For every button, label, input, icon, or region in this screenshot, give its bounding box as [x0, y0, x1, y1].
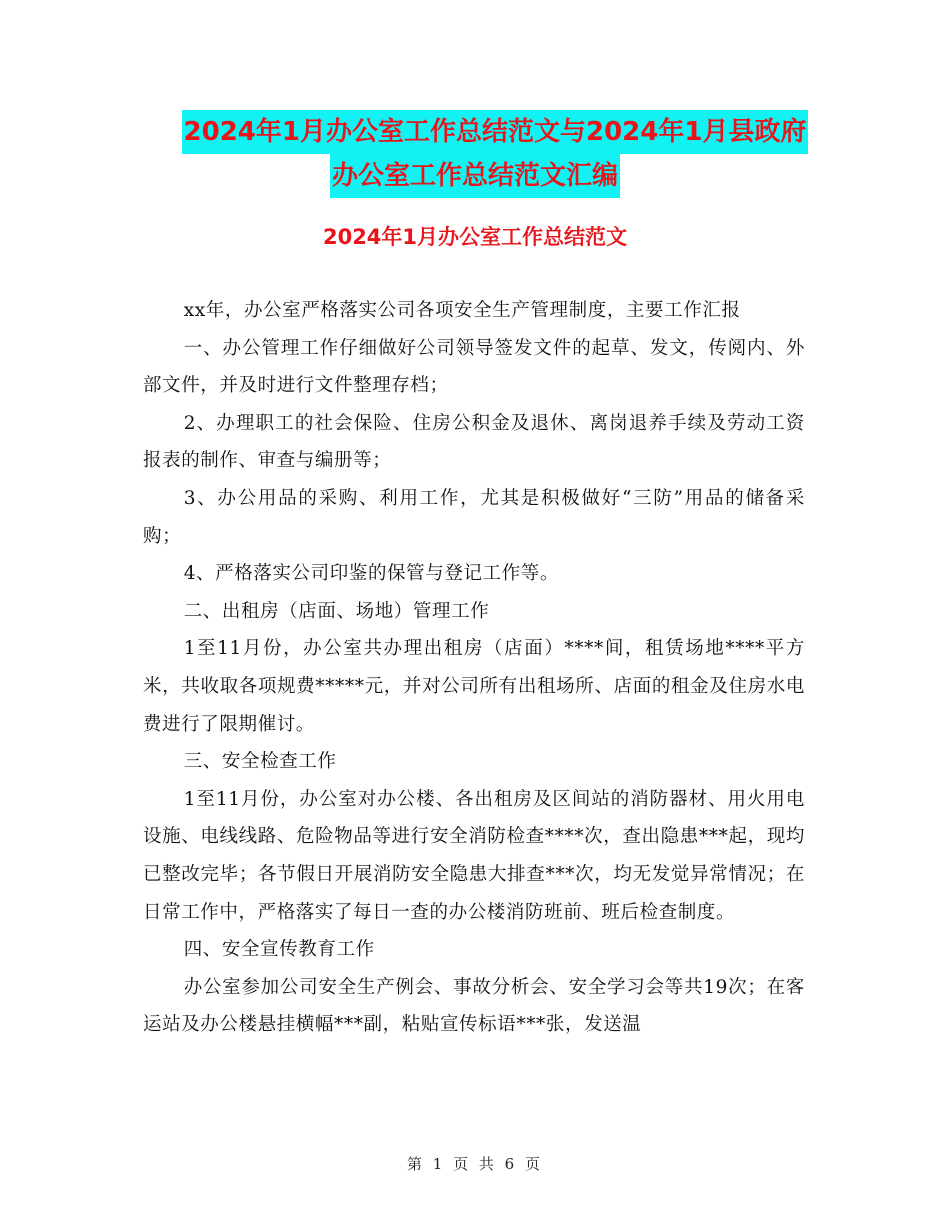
paragraph: 四、安全宣传教育工作 — [183, 939, 375, 961]
paragraph: 2、办理职工的社会保险、住房公积金及退休、离岗退养手续及劳动工资报表的制作、审查与编册等； — [143, 412, 805, 472]
page-footer: 第 1 页 共 6 页 — [407, 1155, 543, 1173]
paragraph: 二、出租房（店面、场地）管理工作 — [183, 600, 490, 622]
title-line-2: 办公室工作总结范文汇编 — [330, 154, 620, 198]
title-line-1: 2024年1月办公室工作总结范文与2024年1月县政府 — [182, 110, 809, 154]
paragraph: 1至11月份，办公室共办理出租房（店面）****间，租赁场地****平方米，共收取各项规费*****元，并对公司所有出租场所、店面的租金及住房水电费进行了限期催讨。 — [143, 638, 805, 735]
section-heading: 2024年1月办公室工作总结范文 — [322, 225, 628, 249]
paragraph: 办公室参加公司安全生产例会、事故分析会、安全学习会等共19次；在客运站及办公楼悬挂横幅***副，粘贴宣传标语***张，发送温 — [143, 976, 805, 1036]
paragraph: 4、严格落实公司印鉴的保管与登记工作等。 — [183, 563, 559, 585]
body-text — [143, 292, 805, 1044]
document-title — [0, 110, 950, 198]
paragraph: 1至11月份，办公室对办公楼、各出租房及区间站的消防器材、用火用电设施、电线线路、危险物品等进行安全消防检查****次，查出隐患***起，现均已整改完毕；各节假日开展消防安全隐患大排查***次，均无发觉异常情况；在日常工作中，严格落实了每日一查的办公楼消防班前、班后检查制度。 — [143, 788, 805, 923]
paragraph: 3、办公用品的采购、利用工作，尤其是积极做好“三防”用品的储备采购； — [143, 487, 805, 547]
paragraph: 一、办公管理工作仔细做好公司领导签发文件的起草、发文，传阅内、外部文件，并及时进行文件整理存档； — [143, 337, 805, 397]
paragraph: xx年，办公室严格落实公司各项安全生产管理制度，主要工作汇报 — [183, 300, 741, 321]
paragraph: 三、安全检查工作 — [183, 751, 337, 773]
